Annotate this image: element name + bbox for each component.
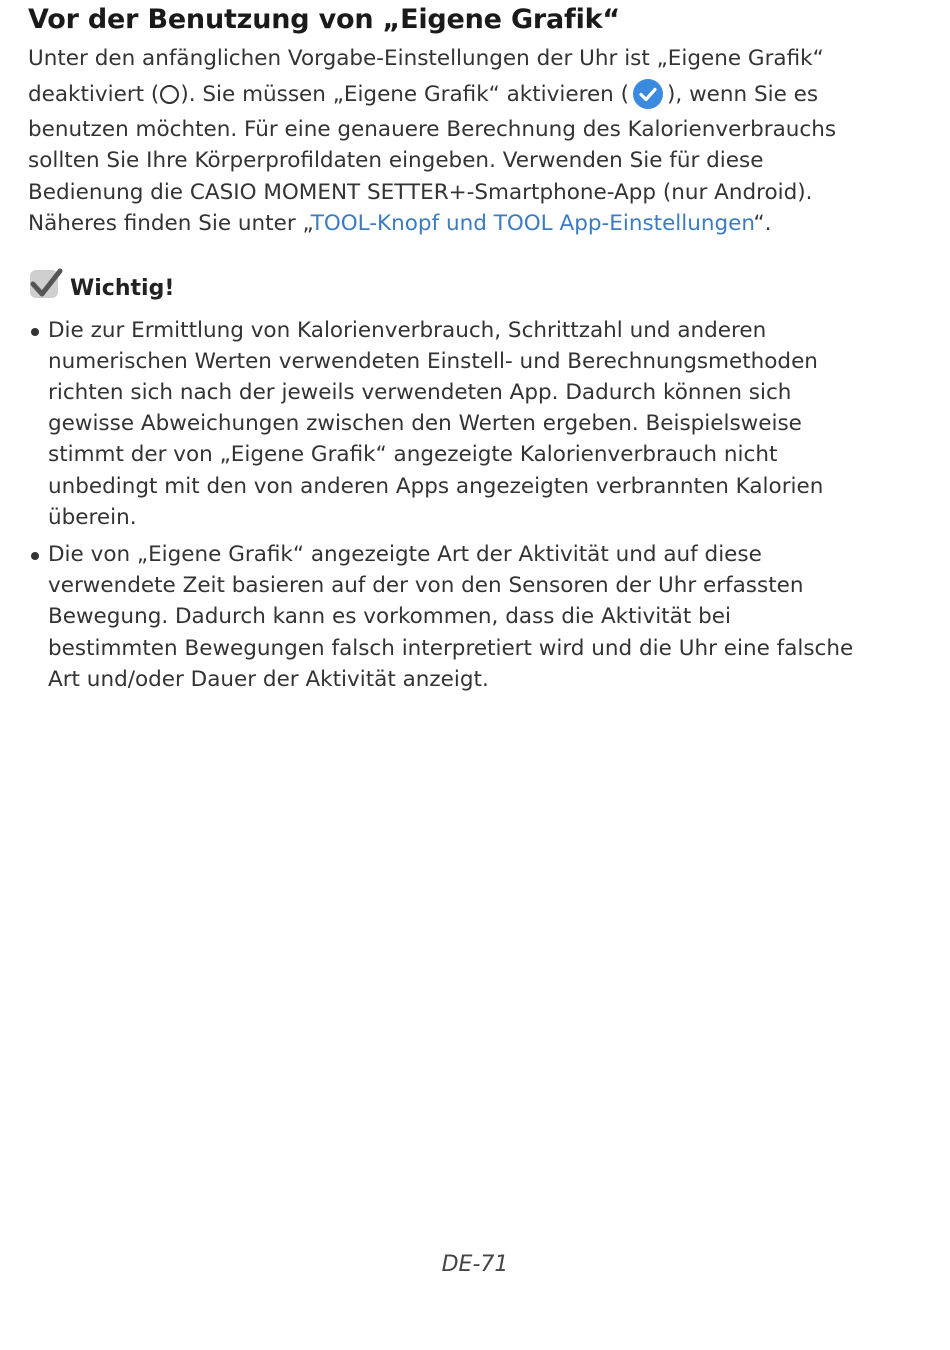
list-item-line: numerischen Werten verwendeten Einstell- und Berechnungsmethoden [48, 348, 818, 374]
important-list [28, 315, 898, 695]
list-item-line: unbedingt mit den von anderen Apps angezeigten verbrannten Kalorien [48, 473, 824, 499]
list-item-line: stimmt der von „Eigene Grafik“ angezeigte Kalorienverbrauch nicht [48, 442, 778, 468]
list-item-line: Die zur Ermittlung von Kalorienverbrauch, Schrittzahl und anderen [48, 317, 767, 343]
intro-line-2 [28, 75, 898, 114]
intro-paragraph [28, 43, 898, 240]
list-item-line: verwendete Zeit basieren auf der von den Sensoren der Uhr erfassten [48, 573, 804, 599]
checkmark-badge-icon [28, 267, 64, 303]
bullet-dot-icon [31, 552, 39, 560]
important-label: Wichtig! [70, 276, 175, 301]
bullet-dot-icon [31, 328, 39, 336]
intro-text: Näheres finden Sie unter „ [28, 211, 311, 236]
intro-line-1: Unter den anfänglichen Vorgabe-Einstellungen der Uhr ist „Eigene Grafik“ [28, 46, 824, 71]
blue-check-circle-icon [633, 79, 663, 109]
list-item-line: Art und/oder Dauer der Aktivität anzeigt. [48, 666, 489, 692]
empty-circle-icon [160, 85, 179, 104]
intro-line-5: Bedienung die CASIO MOMENT SETTER+-Smartphone-App (nur Android). [28, 179, 813, 205]
list-item [28, 539, 898, 695]
manual-page [28, 2, 898, 701]
list-item-line: richten sich nach der jeweils verwendeten App. Dadurch können sich [48, 379, 792, 405]
list-item-line: gewisse Abweichungen zwischen den Werten ergeben. Beispielsweise [48, 411, 802, 437]
page-number: DE-71 [441, 1252, 509, 1277]
list-item-line: überein. [48, 504, 137, 530]
tool-settings-link[interactable]: TOOL-Knopf und TOOL App-Einstellungen [310, 211, 754, 236]
list-item-line: Die von „Eigene Grafik“ angezeigte Art der Aktivität und auf diese [48, 541, 762, 567]
important-header [28, 267, 898, 303]
list-item-line: Bewegung. Dadurch kann es vorkommen, dass die Aktivität bei [48, 604, 731, 630]
section-heading: Vor der Benutzung von „Eigene Grafik“ [28, 4, 620, 35]
intro-text: ), wenn Sie es [667, 81, 819, 107]
list-item [28, 315, 898, 533]
list-item-line: bestimmten Bewegungen falsch interpretiert wird und die Uhr eine falsche [48, 635, 854, 661]
intro-text: deaktiviert ( [28, 81, 160, 107]
intro-line-6 [28, 208, 898, 240]
intro-line-3: benutzen möchten. Für eine genauere Berechnung des Kalorienverbrauchs [28, 116, 837, 142]
intro-line-4: sollten Sie Ihre Körperprofildaten eingeben. Verwenden Sie für diese [28, 148, 764, 173]
intro-text: ). Sie müssen „Eigene Grafik“ aktivieren ( [180, 81, 630, 107]
intro-text: “. [753, 211, 772, 236]
